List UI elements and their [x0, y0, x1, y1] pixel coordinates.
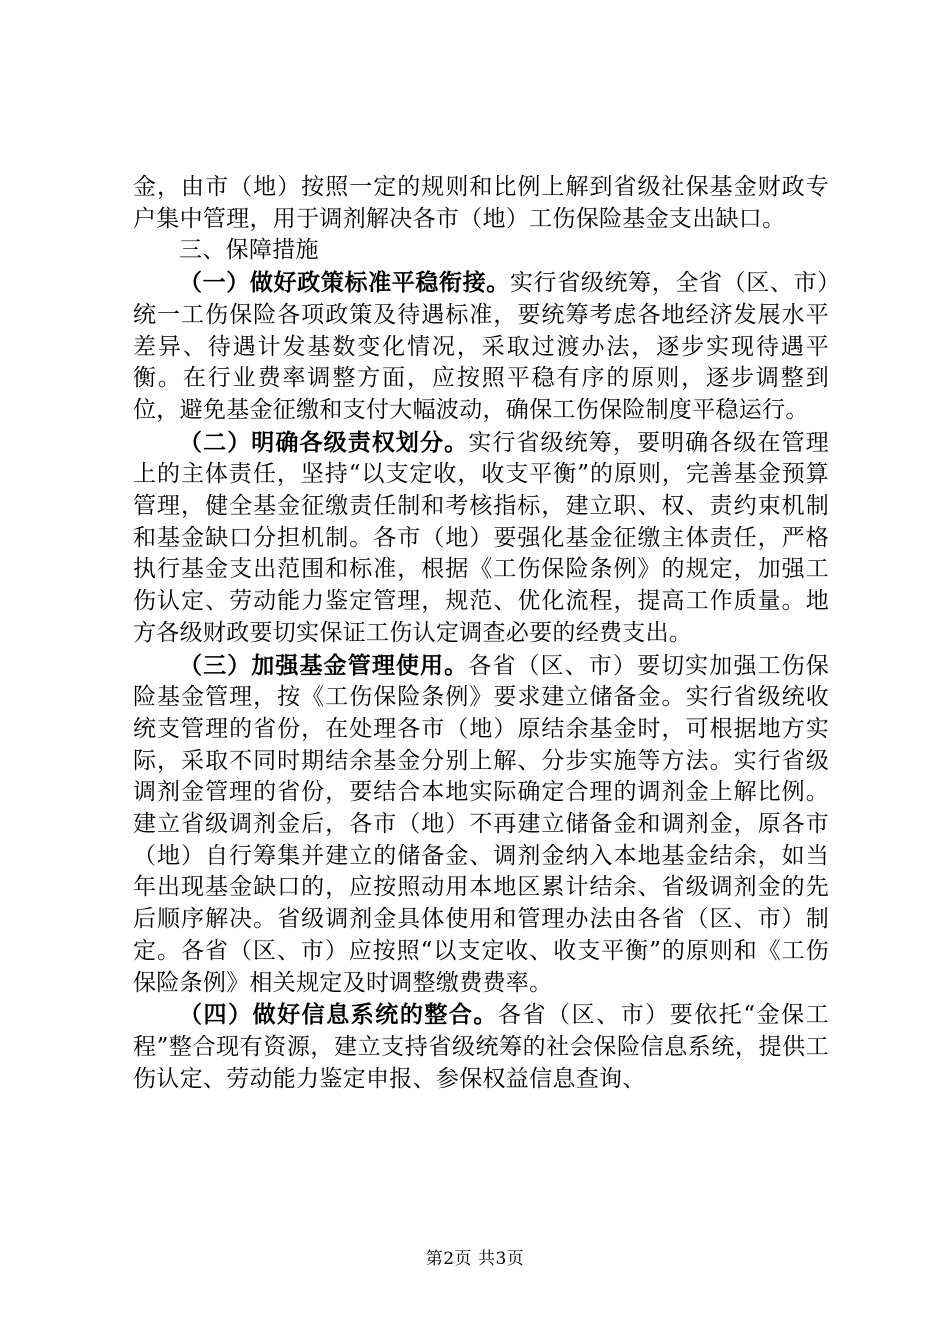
paragraph-lead: （二）明确各级责权划分。 [179, 428, 469, 456]
page-footer [0, 1244, 950, 1269]
paragraph-continuation [133, 172, 829, 235]
paragraph-responsibilities [133, 427, 829, 650]
paragraph-text: 实行省级统筹，要明确各级在管理上的主体责任，坚持“以支定收，收支平衡”的原则，完善基金预算管理，健全基金征缴责任制和考核指标，建立职、权、责约束机制和基金缺口分担机制。各市（地）要强化基金征缴主体责任，严格执行基金支出范围和标准，根据《工伤保险条例》的规定，加强工伤认定、劳动能力鉴定管理，规范、优化流程，提高工作质量。地方各级财政要切实保证工伤认定调查必要的经费支出。 [133, 429, 829, 646]
paragraph-text: 各省（区、市）要依托“金保工程”整合现有资源，建立支持省级统筹的社会保险信息系统，提供工伤认定、劳动能力鉴定申报、参保权益信息查询、 [133, 1002, 829, 1092]
paragraph-text: 实行省级统筹，全省（区、市）统一工伤保险各项政策及待遇标准，要统筹考虑各地经济发展水平差异、待遇计发基数变化情况，采取过渡办法，逐步实现待遇平衡。在行业费率调整方面，应按照平稳有序的原则，逐步调整到位，避免基金征缴和支付大幅波动，确保工伤保险制度平稳运行。 [133, 270, 830, 423]
page-number-label: 第2页 共3页 [425, 1249, 525, 1269]
paragraph-lead: （三）加强基金管理使用。 [179, 651, 469, 679]
paragraph-policy-standards [133, 267, 829, 427]
paragraph-lead: （四）做好信息系统的整合。 [179, 1001, 498, 1029]
paragraph-lead: （一）做好政策标准平稳衔接。 [179, 269, 510, 297]
paragraph-text: 金，由市（地）按照一定的规则和比例上解到省级社保基金财政专户集中管理，用于调剂解决各市（地）工伤保险基金支出缺口。 [133, 174, 829, 232]
section-heading [133, 235, 829, 267]
document-body [133, 172, 829, 1095]
section-heading-text: 三、保障措施 [179, 237, 319, 264]
paragraph-fund-management [133, 650, 829, 1000]
paragraph-information-system [133, 999, 829, 1095]
paragraph-text: 各省（区、市）要切实加强工伤保险基金管理，按《工伤保险条例》要求建立储备金。实行省级统收统支管理的省份，在处理各市（地）原结余基金时，可根据地方实际，采取不同时期结余基金分别上解、分步实施等方法。实行省级调剂金管理的省份，要结合本地实际确定合理的调剂金上解比例。建立省级调剂金后，各市（地）不再建立储备金和调剂金，原各市（地）自行筹集并建立的储备金、调剂金纳入本地基金结余，如当年出现基金缺口的，应按照动用本地区累计结余、省级调剂金的先后顺序解决。省级调剂金具体使用和管理办法由各省（区、市）制定。各省（区、市）应按照“以支定收、收支平衡”的原则和《工伤保险条例》相关规定及时调整缴费费率。 [133, 652, 829, 996]
